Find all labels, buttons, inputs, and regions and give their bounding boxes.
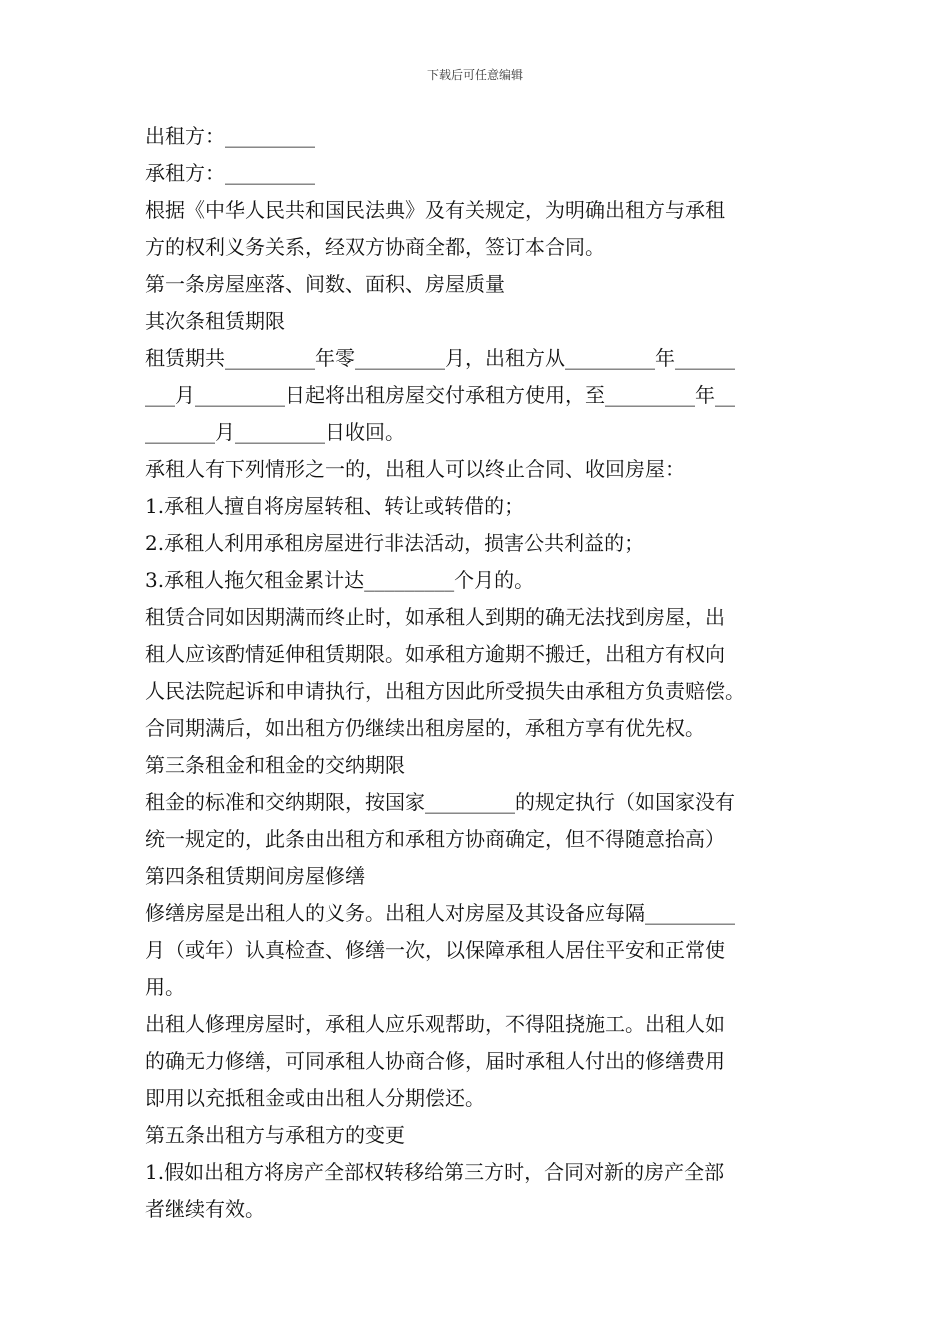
text-line: 租赁合同如因期满而终止时，如承租人到期的确无法找到房屋，出 [145, 605, 725, 629]
section-heading: 第五条出租方与承租方的变更 [145, 1123, 405, 1147]
document-body [145, 118, 810, 1228]
list-item: 1.假如出租方将房产全部权转移给第三方时，合同对新的房产全部 [145, 1160, 725, 1184]
text-line: ___月_________日起将出租房屋交付承租方使用，至_________年__ [145, 383, 735, 407]
text-line: 人民法院起诉和申请执行，出租方因此所受损失由承租方负责赔偿。 [145, 679, 745, 703]
text-line: 用。 [145, 975, 185, 999]
text-line: 租人应该酌情延伸租赁期限。如承租方逾期不搬迁，出租方有权向 [145, 642, 725, 666]
text-line: 修缮房屋是出租人的义务。出租人对房屋及其设备应每隔_________ [145, 901, 735, 925]
text-line: 方的权利义务关系，经双方协商全都，签订本合同。 [145, 235, 605, 259]
list-item: 1.承租人擅自将房屋转租、转让或转借的； [145, 494, 525, 518]
text-line: 根据《中华人民共和国民法典》及有关规定，为明确出租方与承租 [145, 198, 725, 222]
text-line: 统一规定的，此条由出租方和承租方协商确定，但不得随意抬高） [145, 827, 725, 851]
text-line: 出租人修理房屋时，承租人应乐观帮助，不得阻挠施工。出租人如 [145, 1012, 725, 1036]
text-line: 承租方：_________ [145, 161, 315, 185]
text-line: 即用以充抵租金或由出租人分期偿还。 [145, 1086, 485, 1110]
section-heading: 其次条租赁期限 [145, 309, 285, 333]
page-header: 下载后可任意编辑 [426, 68, 523, 82]
text-line: 出租方：_________ [145, 124, 315, 148]
text-line: 月（或年）认真检查、修缮一次，以保障承租人居住平安和正常使 [145, 938, 725, 962]
text-line: 的确无力修缮，可同承租人协商合修，届时承租人付出的修缮费用 [145, 1049, 725, 1073]
text-line: 承租人有下列情形之一的，出租人可以终止合同、收回房屋： [145, 457, 685, 481]
text-line: 租赁期共_________年零_________月，出租方从_________年______ [145, 346, 735, 370]
list-item: 者继续有效。 [145, 1197, 265, 1221]
section-heading: 第四条租赁期间房屋修缮 [145, 864, 365, 888]
section-heading: 第三条租金和租金的交纳期限 [145, 753, 405, 777]
text-line: _______月_________日收回。 [145, 420, 405, 444]
text-line: 租金的标准和交纳期限，按国家_________的规定执行（如国家没有 [145, 790, 735, 814]
text-line: 合同期满后，如出租方仍继续出租房屋的，承租方享有优先权。 [145, 716, 705, 740]
list-item: 3.承租人拖欠租金累计达_________个月的。 [145, 568, 535, 592]
section-heading: 第一条房屋座落、间数、面积、房屋质量 [145, 272, 505, 296]
list-item: 2.承租人利用承租房屋进行非法活动，损害公共利益的； [145, 531, 645, 555]
